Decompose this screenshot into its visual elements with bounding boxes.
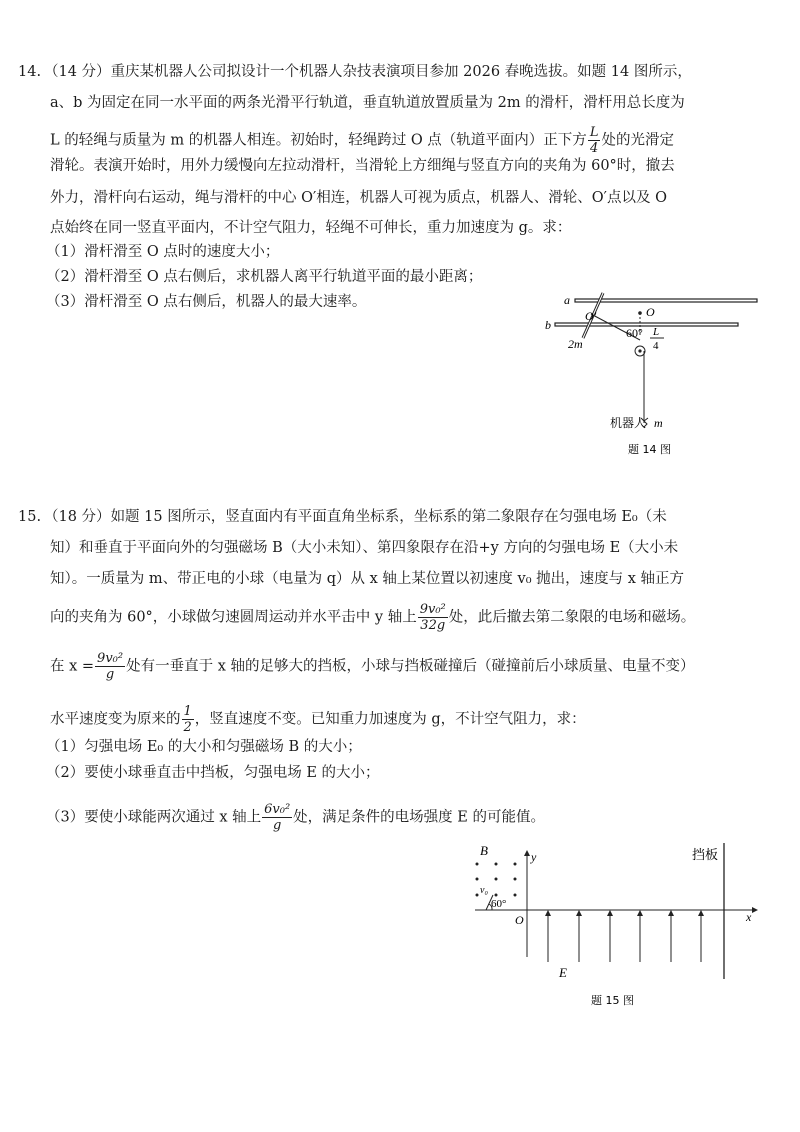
q15-line-2: 知）和垂直于平面向外的匀强磁场 B（大小未知）、第四象限存在沿+y 方向的匀强电场 E（大小未 xyxy=(50,540,679,556)
frac-num: L xyxy=(653,326,660,338)
x-axis-label: x xyxy=(746,910,752,924)
q15-number: 15. xyxy=(18,509,42,525)
y-axis-label: y xyxy=(531,850,537,864)
figure-14-caption: 题 14 图 xyxy=(628,443,671,456)
e-label: E xyxy=(559,965,567,980)
q15-line-5: 在 x = $\frac{\text{9v₀²}}{g}$ 处有一垂直于 x 轴的足够大的挡板，小球与挡板碰撞后（碰撞前后小球质量、电量不变） xyxy=(50,651,695,682)
q14-line-5: 外力，滑杆向右运动，绳与滑杆的中心 O′相连，机器人可视为质点，机器人、滑轮、O′点以及 O xyxy=(50,190,667,206)
q14-sub-1: （1）滑杆滑至 O 点时的速度大小； xyxy=(46,244,280,260)
figure-14 xyxy=(540,285,770,465)
q14-sub-2: （2）滑杆滑至 O 点右侧后，求机器人离平行轨道平面的最小距离； xyxy=(46,269,483,285)
q15-sub-1: （1）匀强电场 E₀ 的大小和匀强磁场 B 的大小； xyxy=(46,739,362,755)
q14-number: 14. xyxy=(18,64,42,80)
q15-line-3: 知）。一质量为 m、带正电的小球（电量为 q）从 x 轴上某位置以初速度 v₀ 抛出，速度与 x 轴正方 xyxy=(50,571,685,587)
angle-label: 60° xyxy=(491,898,507,910)
robot-mass-label: m xyxy=(654,416,663,430)
b-label: B xyxy=(480,843,488,858)
q15-sub-2: （2）要使小球垂直击中挡板，匀强电场 E 的大小； xyxy=(46,765,380,781)
robot-label: 机器人 xyxy=(610,416,647,430)
figure-15-caption: 题 15 图 xyxy=(591,994,634,1007)
q14-line-2: a、b 为固定在同一水平面的两条光滑平行轨道，垂直轨道放置质量为 2m 的滑杆，滑杆用总长度为 xyxy=(50,95,685,111)
q14-line-3: L 的轻绳与质量为 m 的机器人相连。初始时，轻绳跨过 O 点（轨道平面内）正下方 $\frac{L}{4}$ 处的光滑定 xyxy=(50,125,674,156)
q14-line-6: 点始终在同一竖直平面内，不计空气阻力，轻绳不可伸长，重力加速度为 g。求： xyxy=(50,220,572,236)
rail-b-label: b xyxy=(545,318,551,332)
q14-sub-3: （3）滑杆滑至 O 点右侧后，机器人的最大速率。 xyxy=(46,294,367,310)
origin-label: O xyxy=(515,913,524,927)
q15-line-4: 向的夹角为 60°，小球做匀速圆周运动并水平击中 y 轴上 $\frac{\text{9v₀²}}{32g}$ 处，此后撤去第二象限的电场和磁场。 xyxy=(50,602,696,633)
rail-a-label: a xyxy=(564,293,570,307)
o-label: O xyxy=(646,305,655,319)
fraction-l-over-4: $\frac{L}{4}$ xyxy=(589,125,599,156)
q15-line-6: 水平速度变为原来的 $\frac{1}{2}$ ，竖直速度不变。已知重力加速度为 g，不计空气阻力，求： xyxy=(50,704,586,735)
q14-line-1: （14 分）重庆某机器人公司拟设计一个机器人杂技表演项目参加 2026 春晚选拔。如题 14 图所示， xyxy=(44,64,692,80)
v0-label: v₀ xyxy=(480,885,488,896)
angle-label: 60° xyxy=(626,326,643,340)
q15-sub-3: （3）要使小球能两次通过 x 轴上 $\frac{\text{6v₀²}}{g}$ 处，满足条件的电场强度 E 的可能值。 xyxy=(46,802,545,833)
figure-15 xyxy=(460,835,770,1015)
q14-line-4: 滑轮。表演开始时，用外力缓慢向左拉动滑杆，当滑轮上方细绳与竖直方向的夹角为 60°时，撤去 xyxy=(50,158,675,174)
q15-line-1: （18 分）如题 15 图所示，竖直面内有平面直角坐标系，坐标系的第二象限存在匀强电场 E₀（未 xyxy=(44,509,667,525)
rod-mass-label: 2m xyxy=(568,337,583,351)
frac-den: 4 xyxy=(653,340,659,352)
board-label: 挡板 xyxy=(692,847,719,862)
o-prime-label: O′ xyxy=(585,309,597,323)
